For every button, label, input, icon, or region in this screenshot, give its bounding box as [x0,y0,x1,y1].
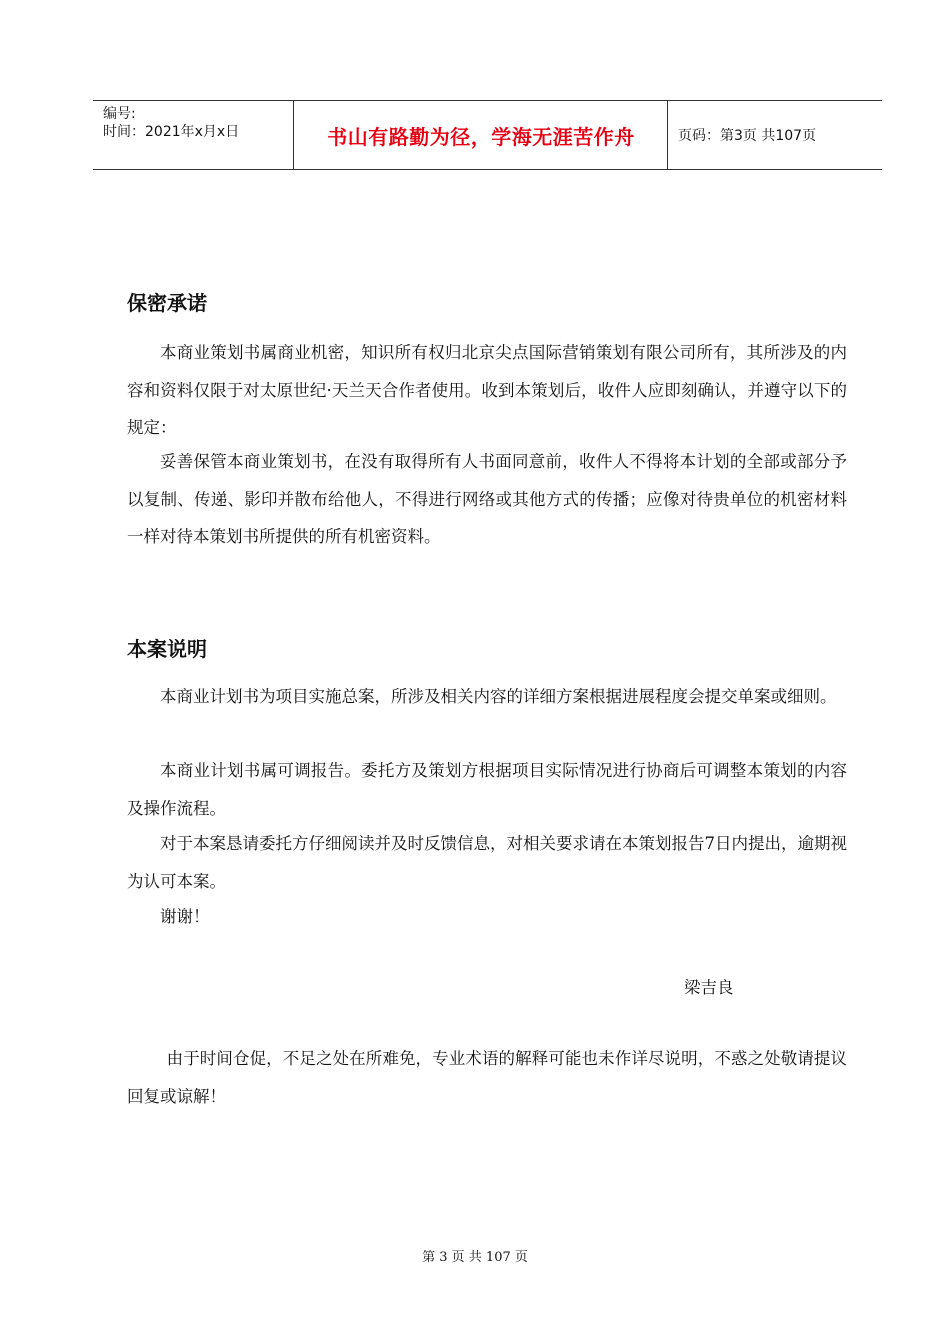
signature: 梁吉良 [684,978,734,997]
confidentiality-paragraph-1: 本商业策划书属商业机密，知识所有权归北京尖点国际营销策划有限公司所有，其所涉及的内容和资料仅限于对太原世纪·天兰天合作者使用。收到本策划后，收件人应即刻确认，并遵守以下的规定： [127,343,847,437]
header-meta [103,105,239,141]
closing-note: 由于时间仓促，不足之处在所难免，专业术语的解释可能也未作详尽说明，不惑之处敬请提议回复或谅解！ [127,1049,847,1106]
header-divider-right [667,101,668,169]
confidentiality-title: 保密承诺 [127,291,207,315]
header-motto: 书山有路勤为径，学海无涯苦作舟 [327,124,635,149]
confidentiality-paragraph-2: 妥善保管本商业策划书，在没有取得所有人书面同意前，收件人不得将本计划的全部或部分予以复制、传递、影印并散布给他人，不得进行网络或其他方式的传播；应像对待贵单位的机密材料一样对待本策划书所提供的所有机密资料。 [127,452,847,546]
header-page-info: 页码：第3页 共107页 [678,128,817,144]
case-notes-paragraph-2: 本商业计划书属可调报告。委托方及策划方根据项目实际情况进行协商后可调整本策划的内容及操作流程。 [127,761,847,818]
case-notes-paragraph-3: 对于本案恳请委托方仔细阅读并及时反馈信息，对相关要求请在本策划报告7日内提出，逾期视为认可本案。 [127,834,847,891]
case-notes-paragraph-1: 本商业计划书为项目实施总案，所涉及相关内容的详细方案根据进展程度会提交单案或细则。 [160,687,837,706]
case-notes-thanks: 谢谢！ [160,907,210,926]
case-notes-title: 本案说明 [127,637,207,661]
header-divider-left [293,101,294,169]
page-footer: 第 3 页 共 107 页 [422,1250,528,1265]
serial-label: 编号: [103,106,136,122]
time-label: 时间：2021年x月x日 [103,124,240,140]
page-header [93,100,882,170]
